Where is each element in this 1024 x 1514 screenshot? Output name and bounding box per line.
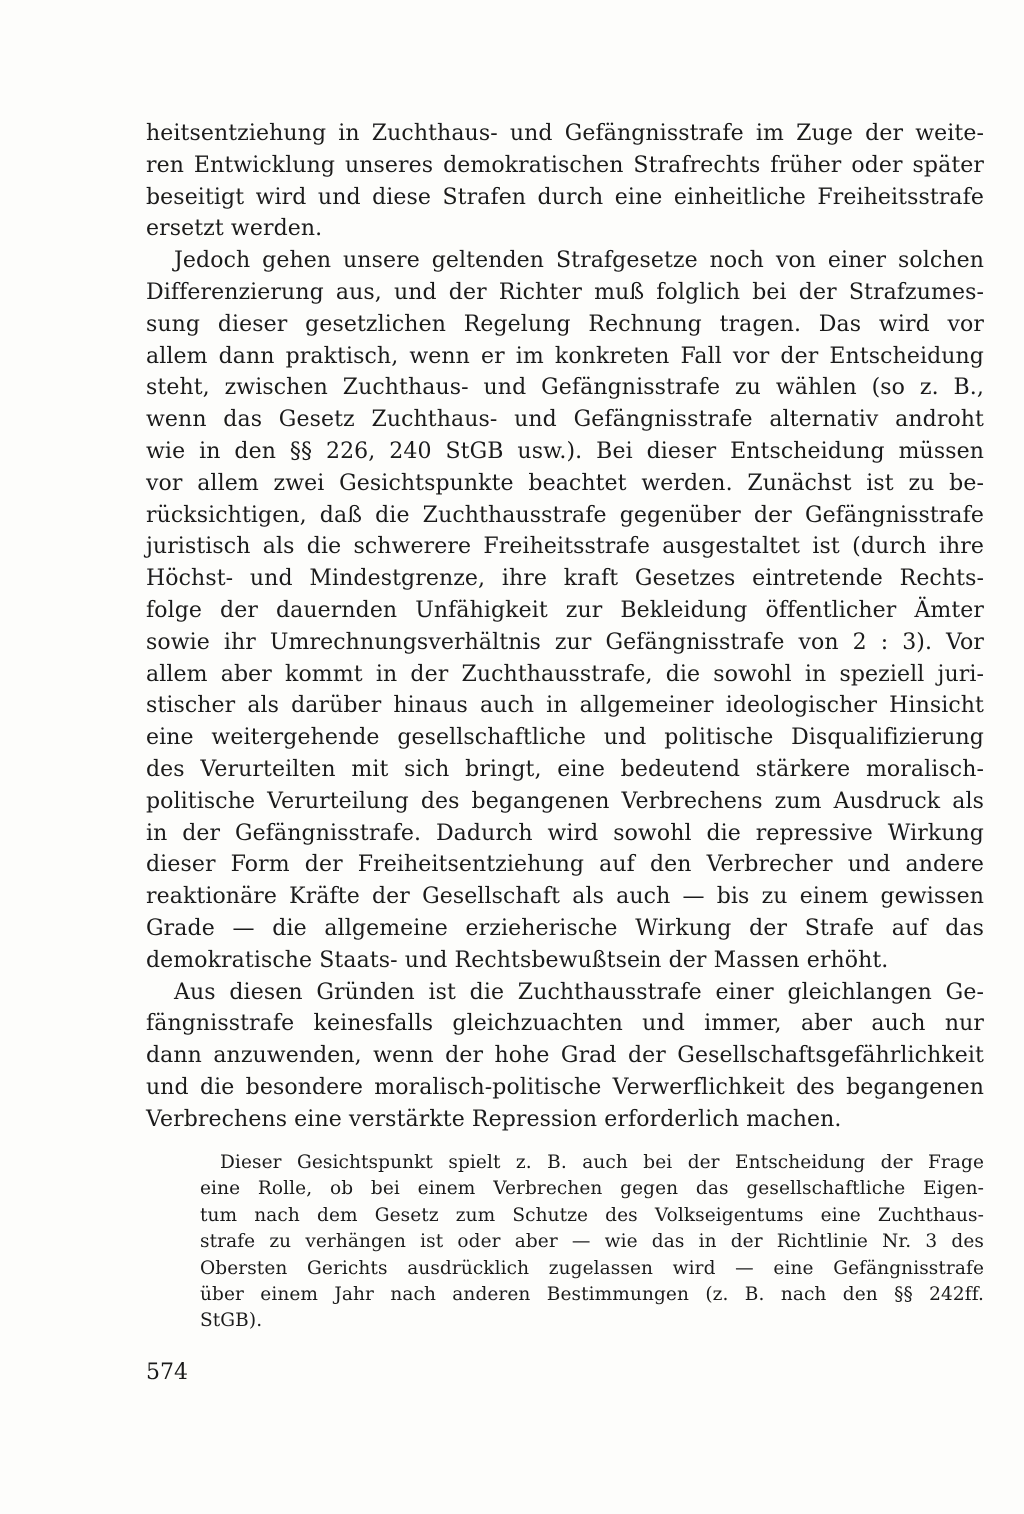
paragraph-1 — [146, 118, 984, 245]
text-line: dann anzuwenden, wenn der hohe Grad der Gesellschaftsgefährlichkeit — [146, 1043, 984, 1069]
text-line: vor allem zwei Gesichtspunkte beachtet werden. Zunächst ist zu be- — [146, 470, 984, 496]
text-line: sowie ihr Umrechnungsverhältnis zur Gefängnisstrafe von 2 : 3). Vor — [146, 629, 984, 655]
note-line: tum nach dem Gesetz zum Schutze des Volkseigentums eine Zuchthaus- — [200, 1204, 984, 1226]
text-line: des Verurteilten mit sich bringt, eine bedeutend stärkere moralisch- — [146, 756, 984, 782]
text-line: Verbrechens eine verstärkte Repression erforderlich machen. — [146, 1106, 842, 1132]
text-line: fängnisstrafe keinesfalls gleichzuachten und immer, aber auch nur — [146, 1011, 984, 1037]
text-line: reaktionäre Kräfte der Gesellschaft als auch — bis zu einem gewissen — [146, 884, 984, 910]
text-line: juristisch als die schwerere Freiheitsstrafe ausgestaltet ist (durch ihre — [146, 534, 984, 560]
paragraph-3 — [146, 977, 984, 1136]
note-line: Dieser Gesichtspunkt spielt z. B. auch bei der Entscheidung der Frage — [220, 1152, 984, 1173]
text-line: sung dieser gesetzlichen Regelung Rechnung tragen. Das wird vor — [146, 311, 984, 337]
note-line: Obersten Gerichts ausdrücklich zugelassen wird — eine Gefängnisstrafe — [200, 1257, 984, 1279]
main-text — [146, 118, 984, 1136]
text-line: Höchst- und Mindestgrenze, ihre kraft Gesetzes eintretende Rechts- — [146, 566, 984, 592]
note-line: StGB). — [200, 1310, 263, 1332]
text-line: stischer als darüber hinaus auch in allgemeiner ideologischer Hinsicht — [146, 693, 984, 719]
text-line: dieser Form der Freiheitsentziehung auf den Verbrecher und andere — [146, 852, 984, 878]
text-line: beseitigt wird und diese Strafen durch eine einheitliche Freiheitsstrafe — [146, 184, 984, 210]
text-line: Jedoch gehen unsere geltenden Strafgesetze noch von einer solchen — [174, 248, 984, 274]
text-line: heitsentziehung in Zuchthaus- und Gefängnisstrafe im Zuge der weite- — [146, 121, 984, 146]
footnote-block — [200, 1150, 984, 1335]
text-line: politische Verurteilung des begangenen Verbrechens zum Ausdruck als — [146, 788, 984, 814]
text-line: Aus diesen Gründen ist die Zuchthausstrafe einer gleichlangen Ge- — [174, 979, 984, 1005]
note-line: eine Rolle, ob bei einem Verbrechen gegen das gesellschaftliche Eigen- — [200, 1178, 984, 1200]
text-line: wenn das Gesetz Zuchthaus- und Gefängnisstrafe alternativ androht — [146, 407, 984, 433]
text-line: allem aber kommt in der Zuchthausstrafe, die sowohl in speziell juri- — [146, 661, 984, 687]
text-line: rücksichtigen, daß die Zuchthausstrafe gegenüber der Gefängnisstrafe — [146, 502, 984, 528]
text-line: eine weitergehende gesellschaftliche und politische Disqualifizierung — [146, 725, 984, 751]
text-line: steht, zwischen Zuchthaus- und Gefängnisstrafe zu wählen (so z. B., — [146, 375, 984, 401]
paragraph-2 — [146, 245, 984, 976]
page-number: 574 — [146, 1360, 188, 1385]
text-line: ren Entwicklung unseres demokratischen Strafrechts früher oder später — [146, 152, 984, 178]
note-line: strafe zu verhängen ist oder aber — wie das in der Richtlinie Nr. 3 des — [200, 1231, 984, 1253]
text-line: und die besondere moralisch-politische Verwerflichkeit des begangenen — [146, 1074, 984, 1100]
note-line: über einem Jahr nach anderen Bestimmungen (z. B. nach den §§ 242ff. — [200, 1283, 984, 1305]
text-line: Grade — die allgemeine erzieherische Wirkung der Strafe auf das — [146, 915, 984, 941]
text-line: demokratische Staats- und Rechtsbewußtsein der Massen erhöht. — [146, 947, 889, 973]
text-line: Differenzierung aus, und der Richter muß folglich bei der Strafzumes- — [146, 279, 984, 305]
text-line: ersetzt werden. — [146, 216, 323, 242]
text-line: in der Gefängnisstrafe. Dadurch wird sowohl die repressive Wirkung — [146, 820, 984, 846]
text-line: wie in den §§ 226, 240 StGB usw.). Bei dieser Entscheidung müssen — [146, 438, 984, 464]
text-line: allem dann praktisch, wenn er im konkreten Fall vor der Entscheidung — [146, 343, 984, 369]
text-line: folge der dauernden Unfähigkeit zur Bekleidung öffentlicher Ämter — [146, 597, 984, 623]
